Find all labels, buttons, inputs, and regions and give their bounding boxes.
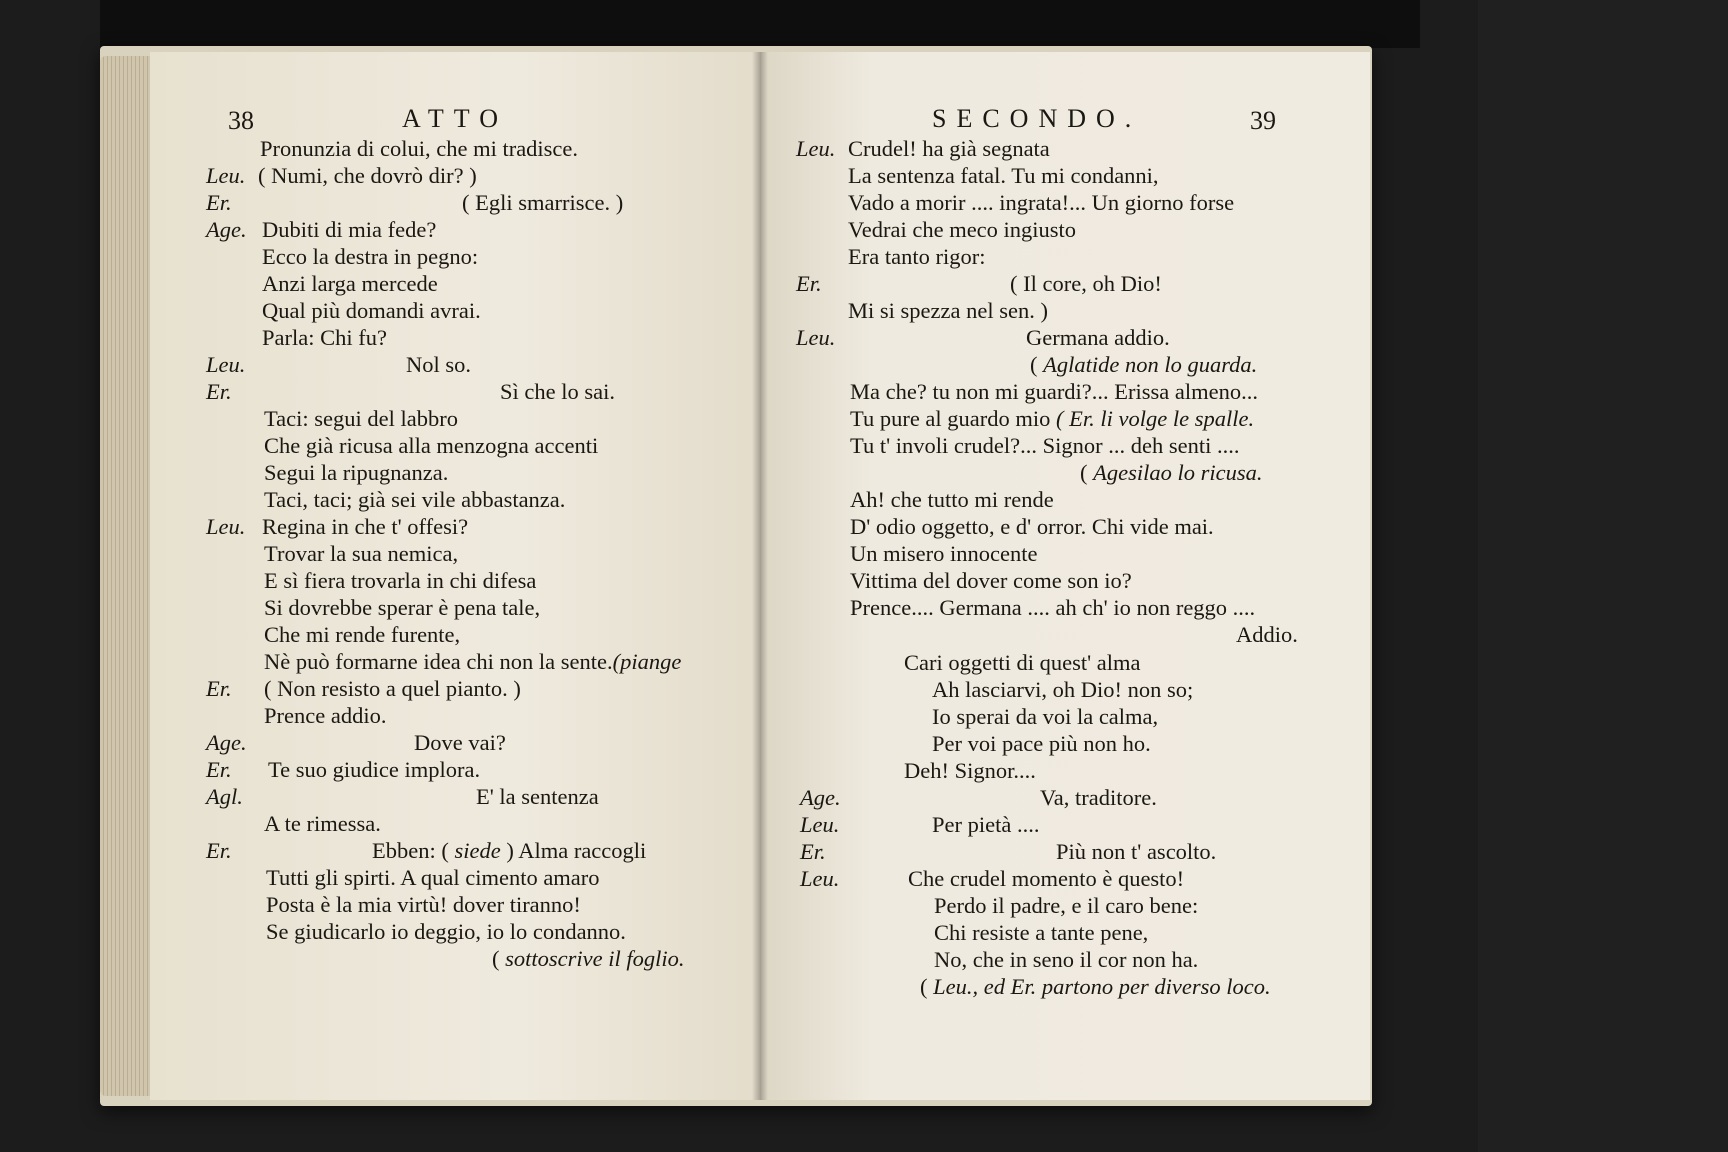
text-line: E sì fiera trovarla in chi difesa [264,568,537,593]
text-line: Ah! che tutto mi rende [850,487,1054,512]
text-line: Per pietà .... [932,812,1040,837]
text-line: Anzi larga mercede [262,271,438,296]
page-number-left: 38 [228,106,254,135]
text-line: Io sperai da voi la calma, [932,704,1159,729]
speaker-label: Leu. [800,812,840,837]
text-line: Germana addio. [1026,325,1170,350]
text-line: Per voi pace più non ho. [932,731,1151,756]
text-line: Che già ricusa alla menzogna accenti [264,433,599,458]
text-line: Chi resiste a tante pene, [934,920,1149,945]
stage-direction: siede [454,838,501,863]
text-line: Qual più domandi avrai. [262,298,481,323]
speaker-label: Leu. [206,514,246,539]
speaker-label: Leu. [796,325,836,350]
speaker-label: Er. [206,838,232,863]
text-line: Regina in che t' offesi? [262,514,469,539]
speaker-label: Age. [800,785,841,810]
text-line: Prence.... Germana .... ah ch' io non reggo .... [850,595,1256,620]
text-line: Ebben: ( siede ) Alma raccogli [372,838,647,863]
speaker-label: Er. [206,757,232,782]
text-line: Crudel! ha già segnata [848,136,1050,161]
stage-direction: Leu., ed Er. partono per diverso loco. [933,974,1271,999]
text-line: Ah lasciarvi, oh Dio! non so; [932,677,1194,702]
text-line: Prence addio. [264,703,387,728]
text-line: La sentenza fatal. Tu mi condanni, [848,163,1159,188]
text-line: Vittima del dover come son io? [850,568,1132,593]
text-line: Ma che? tu non mi guardi?... Erissa almeno... [850,379,1259,404]
speaker-label: Age. [206,730,247,755]
text-line: Va, traditore. [1040,785,1157,810]
text-line: ( Numi, che dovrò dir? ) [258,163,477,188]
text-line: ( Il core, oh Dio! [1010,271,1162,296]
text-line: Nol so. [406,352,472,377]
speaker-label: Er. [796,271,822,296]
text-line: Che crudel momento è questo! [908,866,1185,891]
text-line: Pronunzia di colui, che mi tradisce. [260,136,579,161]
text-line: Dubiti di mia fede? [262,217,437,242]
text-line: ( Agesilao lo ricusa. [1080,460,1263,485]
stage-direction: sottoscrive il foglio. [505,946,685,971]
text-line: Posta è la mia virtù! dover tiranno! [266,892,581,917]
text-line: Era tanto rigor: [848,244,986,269]
text-line: Deh! Signor.... [904,758,1036,783]
text-line: Si dovrebbe sperar è pena tale, [264,595,541,620]
speaker-label: Er. [800,839,826,864]
text-line: A te rimessa. [264,811,381,836]
text-line: Perdo il padre, e il caro bene: [934,893,1199,918]
text-line: Nè può formarne idea chi non la sente.(piange [264,649,682,674]
speaker-label: Leu. [800,866,840,891]
text-line: Tutti gli spirti. A qual cimento amaro [266,865,600,890]
text-line: Vedrai che meco ingiusto [848,217,1077,242]
text-line: Tu t' involi crudel?... Signor ... deh senti .... [850,433,1240,458]
running-head-right: SECONDO. [932,104,1142,133]
running-head-left: ATTO [402,104,508,133]
text-line: ( Leu., ed Er. partono per diverso loco. [920,974,1271,999]
text-line: Dove vai? [414,730,506,755]
text-line: Parla: Chi fu? [262,325,387,350]
text-line: Taci, taci; già sei vile abbastanza. [264,487,566,512]
text-line: ( Egli smarrisce. ) [462,190,624,215]
text-line: Addio. [1236,622,1298,647]
stage-direction: Agesilao lo ricusa. [1093,460,1263,485]
text-line: E' la sentenza [476,784,599,809]
text-line: Trovar la sua nemica, [264,541,459,566]
stage-direction: Aglatide non lo guarda. [1043,352,1258,377]
speaker-label: Er. [206,190,232,215]
text-line: Un misero innocente [850,541,1038,566]
text-line: Cari oggetti di quest' alma [904,650,1141,675]
text-line: Taci: segui del labbro [264,406,458,431]
stage-direction: ( Er. li volge le spalle. [1056,406,1255,431]
text-line: Sì che lo sai. [500,379,615,404]
speaker-label: Er. [206,379,232,404]
text-line: D' odio oggetto, e d' orror. Chi vide mai. [850,514,1214,539]
text-line: ( Non resisto a quel pianto. ) [264,676,521,701]
speaker-label: Leu. [796,136,836,161]
speaker-label: Agl. [206,784,243,809]
text-line: Tu pure al guardo mio ( Er. li volge le spalle. [850,406,1255,431]
page-number-right: 39 [1250,106,1276,135]
speaker-label: Age. [206,217,247,242]
text-line: No, che in seno il cor non ha. [934,947,1199,972]
text-line: Vado a morir .... ingrata!... Un giorno forse [848,190,1235,215]
speaker-label: Leu. [206,163,246,188]
background-right [1478,0,1728,1152]
text-line: ( Aglatide non lo guarda. [1030,352,1258,377]
text-line: Che mi rende furente, [264,622,461,647]
text-line: ( sottoscrive il foglio. [492,946,685,971]
text-line: Ecco la destra in pegno: [262,244,479,269]
speaker-label: Leu. [206,352,246,377]
text-line: Segui la ripugnanza. [264,460,449,485]
speaker-label: Er. [206,676,232,701]
text-line: Te suo giudice implora. [268,757,481,782]
book-gutter [752,52,768,1100]
stage-direction: (piange [612,649,682,674]
text-line: Più non t' ascolto. [1056,839,1217,864]
text-line: Mi si spezza nel sen. ) [848,298,1048,323]
top-shadow [100,0,1420,48]
text-line: Se giudicarlo io deggio, io lo condanno. [266,919,626,944]
